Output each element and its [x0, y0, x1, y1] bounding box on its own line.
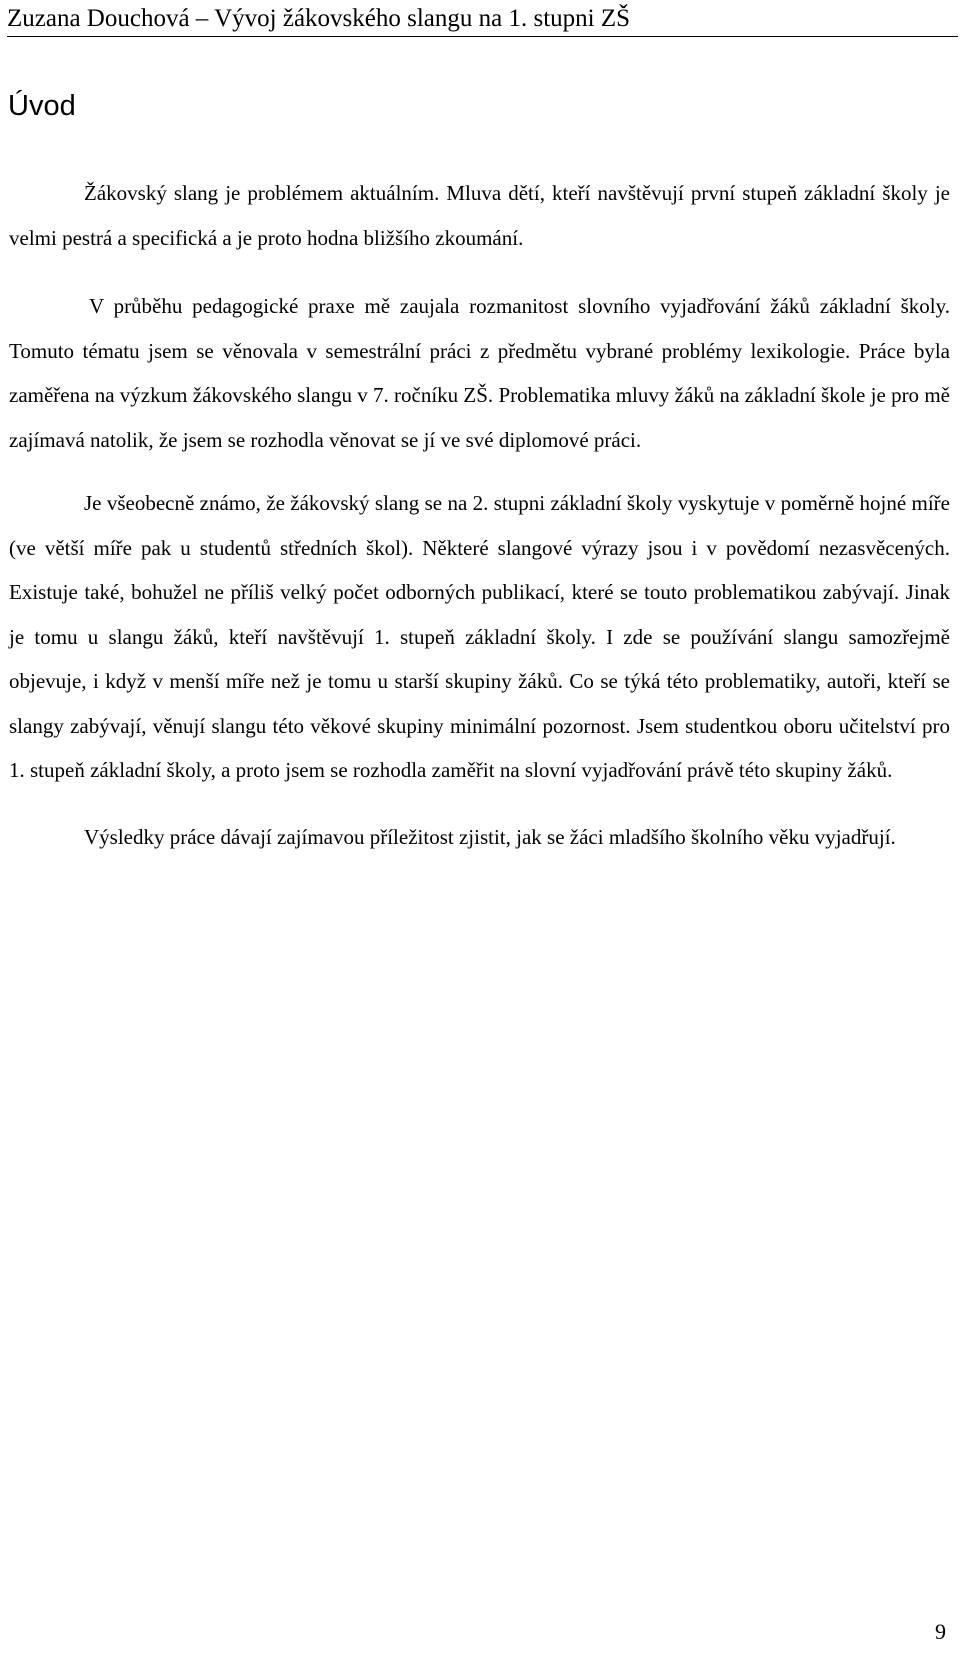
page-number: 9 — [935, 1619, 946, 1644]
section-heading: Úvod — [8, 90, 76, 122]
paragraph-3: Je všeobecně známo, že žákovský slang se na 2. stupni základní školy vyskytuje v poměrně hojné míře (ve větší míře pak u studentů středních škol). Některé slangové výrazy jsou i v povědomí nezasvěcených. Existuje také, bohužel ne příliš velký počet odborných publikací, které se touto problematikou zabývají. Jinak je tomu u slangu žáků, kteří navštěvují 1. stupeň základní školy. I zde se používání slangu samozřejmě objevuje, i když v menší míře než je tomu u starší skupiny žáků. Co se týká této problematiky, autoři, kteří se slangy zabývají, věnují slangu této věkové skupiny minimální pozornost. Jsem studentkou oboru učitelství pro 1. stupeň základní školy, a proto jsem se rozhodla zaměřit na slovní vyjadřování právě této skupiny žáků. — [9, 491, 950, 782]
running-header-text: Zuzana Douchová – Vývoj žákovského slangu na 1. stupni ZŠ — [7, 5, 631, 32]
paragraph-1: Žákovský slang je problémem aktuálním. Mluva dětí, kteří navštěvují první stupeň základní školy je velmi pestrá a specifická a je proto hodna bližšího zkoumání. — [9, 181, 950, 250]
running-header — [7, 2, 958, 37]
paragraph-2: V průběhu pedagogické praxe mě zaujala rozmanitost slovního vyjadřování žáků základní školy. Tomuto tématu jsem se věnovala v semestrální práci z předmětu vybrané problémy lexikologie. Práce byla zaměřena na výzkum žákovského slangu v 7. ročníku ZŠ. Problematika mluvy žáků na základní škole je pro mě zajímavá natolik, že jsem se rozhodla věnovat se jí ve své diplomové práci. — [9, 294, 950, 452]
paragraph-4: Výsledky práce dávají zajímavou příležitost zjistit, jak se žáci mladšího školního věku vyjadřují. — [84, 824, 896, 849]
body-text — [9, 171, 950, 859]
